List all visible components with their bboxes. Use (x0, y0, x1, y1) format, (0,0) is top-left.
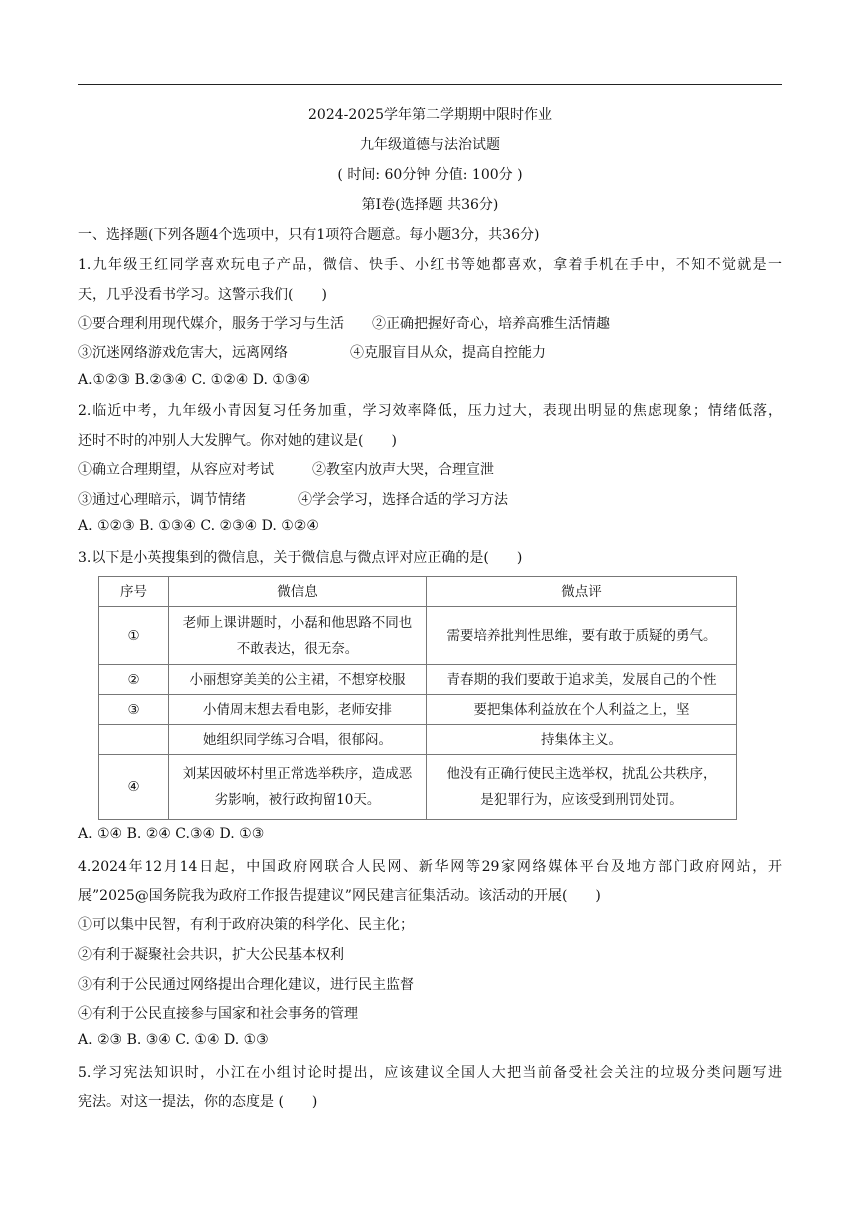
q4-option-4: ④有利于公民直接参与国家和社会事务的管理 (78, 1006, 358, 1022)
row-number: ① (99, 607, 169, 665)
row-number-empty (99, 725, 169, 755)
table-cell: 她组织同学练习合唱，很郁闷。 (169, 725, 427, 755)
q4-option-2: ②有利于凝聚社会共识，扩大公民基本权利 (78, 947, 344, 963)
q4-option-3: ③有利于公民通过网络提出合理化建议，进行民主监督 (78, 977, 414, 993)
q2-answers: A. ①②③ B. ①③④ C. ②③④ D. ①②④ (78, 518, 319, 534)
q5-stem-line2: 宪法。对这一提法，你的态度是 ( ) (78, 1094, 318, 1110)
q1-stem-line2: 天，几乎没看书学习。这警示我们( ) (78, 287, 327, 303)
table-cell: 小丽想穿美美的公主裙，不想穿校服 (169, 665, 427, 695)
table-header-cell: 微信息 (169, 577, 427, 607)
q1-option-2: ②正确把握好奇心，培养高雅生活情趣 (372, 316, 610, 332)
q3-stem: 3.以下是小英搜集到的微信息，关于微信息与微点评对应正确的是( ) (78, 550, 523, 566)
q4-answers: A. ②③ B. ③④ C. ①④ D. ①③ (78, 1032, 269, 1048)
cell-line: 他没有正确行使民主选举权，扰乱公共秩序， (446, 766, 717, 782)
table-header-cell: 微点评 (427, 577, 737, 607)
table-header-row (99, 577, 737, 607)
row-number: ② (99, 665, 169, 695)
cell-line: 是犯罪行为，应该受到刑罚处罚。 (480, 792, 683, 808)
instructions: 一、选择题(下列各题4个选项中，只有1项符合题意。每小题3分，共36分) (78, 227, 540, 243)
table-cell (169, 607, 427, 665)
row-number: ④ (99, 755, 169, 820)
q3-answers: A. ①④ B. ②④ C.③④ D. ①③ (78, 826, 265, 842)
q2-stem-line1: 2.临近中考，九年级小青因复习任务加重，学习效率降低，压力过大，表现出明显的焦虑现象；情绪低落， (78, 403, 782, 419)
table-cell (427, 755, 737, 820)
q1-option-1: ①要合理利用现代媒介，服务于学习与生活 (78, 316, 344, 332)
q2-option-4: ④学会学习，选择合适的学习方法 (298, 492, 508, 508)
q2-stem-line2: 还时不时的冲别人大发脾气。你对她的建议是( ) (78, 433, 397, 449)
q1-answers: A.①②③ B.②③④ C. ①②④ D. ①③④ (78, 372, 310, 388)
table-row (99, 607, 737, 665)
cell-line: 劣影响，被行政拘留10天。 (214, 792, 381, 808)
exam-subtitle: 九年级道德与法治试题 (360, 137, 500, 153)
section-heading: 第Ⅰ卷(选择题 共36分) (361, 197, 499, 213)
table-row (99, 665, 737, 695)
exam-title: 2024-2025学年第二学期期中限时作业 (308, 107, 552, 123)
q2-option-1: ①确立合理期望，从容应对考试 (78, 462, 274, 478)
q2-option-2: ②教室内放声大哭，合理宣泄 (312, 462, 494, 478)
table-cell: 青春期的我们要敢于追求美，发展自己的个性 (427, 665, 737, 695)
table-cell: 要把集体利益放在个人利益之上，坚 (427, 695, 737, 725)
table-cell: 持集体主义。 (427, 725, 737, 755)
table-header-cell: 序号 (99, 577, 169, 607)
q4-stem-line1: 4.2024年12月14日起，中国政府网联合人民网、新华网等29家网络媒体平台及地方部门政府网站，开 (78, 859, 782, 875)
table-cell: 小倩周末想去看电影，老师安排 (169, 695, 427, 725)
cell-line: 老师上课讲题时，小磊和他思路不同也 (182, 614, 413, 631)
table-cell: 需要培养批判性思维，要有敢于质疑的勇气。 (427, 607, 737, 665)
exam-info: ( 时间: 60分钟 分值: 100分 ) (337, 167, 523, 183)
top-rule (78, 84, 782, 85)
q1-option-4: ④克服盲目从众，提高自控能力 (350, 345, 546, 361)
cell-line: 不敢表达，很无奈。 (236, 640, 359, 657)
q5-stem-line1: 5.学习宪法知识时，小江在小组讨论时提出，应该建议全国人大把当前备受社会关注的垃圾分类问题写进 (78, 1065, 782, 1081)
q1-stem-line1: 1.九年级王红同学喜欢玩电子产品，微信、快手、小红书等她都喜欢，拿着手机在手中，不知不觉就是一 (78, 257, 782, 273)
q4-stem-line2: 展”2025@国务院我为政府工作报告提建议”网民建言征集活动。该活动的开展( ) (78, 888, 601, 904)
q1-option-3: ③沉迷网络游戏危害大，远离网络 (78, 345, 288, 361)
table-row (99, 755, 737, 820)
row-number: ③ (99, 695, 169, 725)
cell-line: 刘某因破坏村里正常选举秩序，造成恶 (182, 766, 413, 782)
table-row (99, 695, 737, 725)
q3-table (98, 576, 737, 820)
q4-option-1: ①可以集中民智，有利于政府决策的科学化、民主化； (78, 917, 414, 933)
table-row (99, 725, 737, 755)
table-cell (169, 755, 427, 820)
q2-option-3: ③通过心理暗示，调节情绪 (78, 492, 246, 508)
